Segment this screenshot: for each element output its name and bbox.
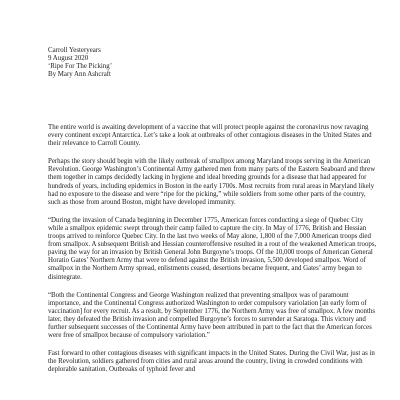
article-header <box>48 47 379 79</box>
paragraph: “During the invasion of Canada beginning in December 1775, American forces conducting a siege of Quebec City while a smallpox epidemic swept through their camp failed to capture the city. In May of 1776, British and Hessian troops arrived to reinforce Quebec City. In the last two weeks of May alone, 1,800 of the 7,000 American troops died from smallpox. A subsequent British and Hessian counteroffensive resulted in a rout of the weakened American troops, paving the way for an invasion by British General John Burgoyne’s troops. Of the 10,000 troops of American General Horatio Gates’ Northern Army that were to defend against the British invasion, 5,500 developed smallpox. Word of smallpox in the Northern Army spread, enlistments ceased, desertions became frequent, and Gates’ army began to disintegrate. <box>48 216 377 281</box>
publication-name: Carroll Yesteryears <box>48 47 101 54</box>
article-title: ‘Ripe For The Picking’ <box>48 63 112 71</box>
paragraph: Fast forward to other contagious diseases with significant impacts in the United States. During the Civil War, just as in the Revolution, soldiers gathered from cities and rural areas around the country, living in crowded conditions with deplorable sanitation. Outbreaks of typhoid fever and <box>48 350 375 374</box>
paragraph: The entire world is awaiting development of a vaccine that will protect people against the coronavirus now ravaging every continent except Antarctica. Let’s take a look at outbreaks of other contagious diseases in the United States and their relevance to Carroll County. <box>48 124 372 148</box>
paragraph: “Both the Continental Congress and George Washington realized that preventing smallpox was of paramount importance, and the Continental Congress authorized Washington to order compulsory variolation [an early form of vaccination] for every recruit. As a result, by September 1776, the Northern Army was free of smallpox. A few months later, they defeated the British invasion and compelled Burgoyne’s forces to surrender at Saratoga. This victory and further subsequent successes of the Continental Army have been attributed in part to the fact that the American forces were free of smallpox because of compulsory variolation.” <box>48 291 376 340</box>
article-body <box>48 124 379 384</box>
publication-date: 9 August 2020 <box>48 55 89 63</box>
article-byline: By Mary Ann Ashcraft <box>48 71 111 79</box>
paragraph: Perhaps the story should begin with the likely outbreak of smallpox among Maryland troops serving in the American Revolution. George Washington’s Continental Army gathered men from many parts of the Eastern Seaboard and threw them together in camps decidedly lacking in hygiene and ideal breeding grounds for a disease that had appeared for hundreds of years, including epidemics in Boston in the early 1700s. Most recruits from rural areas in Maryland likely had no exposure to the disease and were “ripe for the picking,” while soldiers from some other parts of the country, such as those from around Boston, might have developed immunity. <box>48 158 376 206</box>
